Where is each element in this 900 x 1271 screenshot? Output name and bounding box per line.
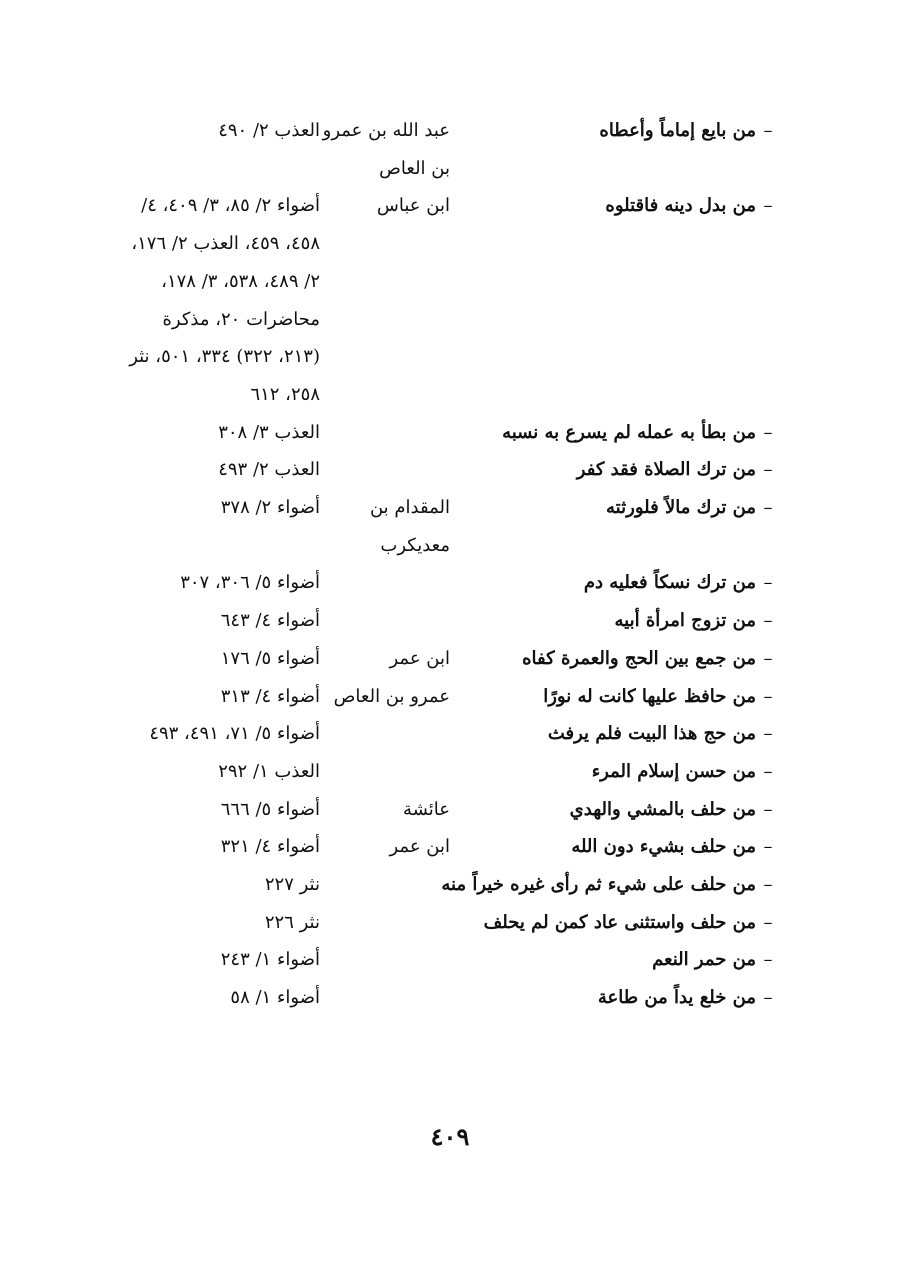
bullet-dash: –: [763, 459, 773, 481]
bullet-dash: –: [763, 610, 773, 632]
bullet-dash: –: [763, 195, 773, 217]
hadith-text: من حلف بالمشي والهدي: [569, 798, 756, 820]
references: العذب ٢/ ٤٩٣: [218, 459, 320, 481]
bullet-dash: –: [763, 723, 773, 745]
references: أضواء ١/ ٢٤٣: [220, 949, 320, 971]
list-item: [110, 753, 780, 791]
list-item: [110, 828, 780, 866]
narrator: عمرو بن العاص: [333, 685, 450, 707]
bullet-dash: –: [763, 798, 773, 820]
bullet-dash: –: [763, 421, 773, 443]
references: أضواء ٤/ ٦٤٣: [220, 610, 320, 632]
references: أضواء ٢/ ٨٥، ٣/ ٤٠٩، ٤/ ٤٥٨، ٤٥٩، العذب ٢/ ١٧٦، ٢/ ٤٨٩، ٥٣٨، ٣/ ١٧٨، محاضرات ٢٠، مذكرة (٢١٣، ٣٢٢) ٣٣٤، ٥٠١، نثر ٢٥٨، ٦١٢: [129, 195, 320, 405]
references: أضواء ١/ ٥٨: [230, 987, 320, 1009]
list-item: [110, 602, 780, 640]
bullet-dash: –: [763, 572, 773, 594]
bullet-dash: –: [763, 836, 773, 858]
hadith-index-list: [110, 112, 780, 1017]
narrator: ابن عمر: [389, 836, 450, 858]
hadith-text: من خلع يداً من طاعة: [597, 987, 756, 1009]
references: أضواء ٥/ ٦٦٦: [220, 798, 320, 820]
list-item: [110, 791, 780, 829]
bullet-dash: –: [763, 497, 773, 519]
hadith-text: من ترك الصلاة فقد كفر: [576, 459, 756, 481]
bullet-dash: –: [763, 987, 773, 1009]
list-item: [110, 904, 780, 942]
hadith-text: من حسن إسلام المرء: [591, 760, 756, 782]
bullet-dash: –: [763, 760, 773, 782]
hadith-text: من بدل دينه فاقتلوه: [605, 195, 756, 217]
hadith-text: من تزوج امرأة أبيه: [614, 610, 756, 632]
hadith-text: من بطأ به عمله لم يسرع به نسبه: [502, 421, 756, 443]
references: العذب ١/ ٢٩٢: [218, 760, 320, 782]
hadith-text: من حج هذا البيت فلم يرفث: [547, 723, 756, 745]
narrator: ابن عباس: [376, 195, 450, 217]
list-item: [110, 451, 780, 489]
list-item: [110, 678, 780, 716]
bullet-dash: –: [763, 949, 773, 971]
bullet-dash: –: [763, 911, 773, 933]
list-item: [110, 979, 780, 1017]
references: أضواء ٤/ ٣٢١: [220, 836, 320, 858]
list-item: [110, 489, 780, 564]
hadith-text: من ترك مالاً فلورثته: [606, 497, 756, 519]
list-item: [110, 640, 780, 678]
references: أضواء ٤/ ٣١٣: [220, 685, 320, 707]
hadith-text: من حلف بشيء دون الله: [571, 836, 756, 858]
references: العذب ٣/ ٣٠٨: [218, 421, 320, 443]
list-item: [110, 941, 780, 979]
bullet-dash: –: [763, 685, 773, 707]
hadith-text: من ترك نسكاً فعليه دم: [583, 572, 756, 594]
list-item: [110, 564, 780, 602]
references: أضواء ٥/ ١٧٦: [220, 647, 320, 669]
list-item: [110, 187, 780, 413]
references: العذب ٢/ ٤٩٠: [218, 120, 320, 141]
list-item: [110, 715, 780, 753]
page-number: ٤٠٩: [430, 1122, 470, 1151]
list-item: [110, 414, 780, 452]
hadith-text: من حمر النعم: [652, 949, 756, 971]
hadith-text: من حافظ عليها كانت له نورًا: [543, 685, 756, 707]
references: نثر ٢٢٦: [264, 911, 320, 933]
narrator: عبد الله بن عمرو بن العاص: [322, 120, 450, 179]
bullet-dash: –: [763, 120, 773, 141]
narrator: ابن عمر: [389, 647, 450, 669]
references: أضواء ٥/ ٧١، ٤٩١، ٤٩٣: [149, 723, 320, 745]
references: أضواء ٥/ ٣٠٦، ٣٠٧: [180, 572, 320, 594]
bullet-dash: –: [763, 647, 773, 669]
hadith-text: من جمع بين الحج والعمرة كفاه: [522, 647, 756, 669]
narrator: المقدام بن معديكرب: [369, 497, 450, 556]
hadith-text: من بايع إماماً وأعطاه: [599, 120, 756, 141]
list-item: [110, 112, 780, 187]
hadith-text: من حلف واستثنى عاد كمن لم يحلف: [483, 911, 756, 933]
hadith-text: من حلف على شيء ثم رأى غيره خيراً منه: [441, 874, 756, 896]
narrator: عائشة: [403, 798, 450, 820]
references: نثر ٢٢٧: [264, 874, 320, 896]
list-item: [110, 866, 780, 904]
bullet-dash: –: [763, 874, 773, 896]
references: أضواء ٢/ ٣٧٨: [220, 497, 320, 519]
